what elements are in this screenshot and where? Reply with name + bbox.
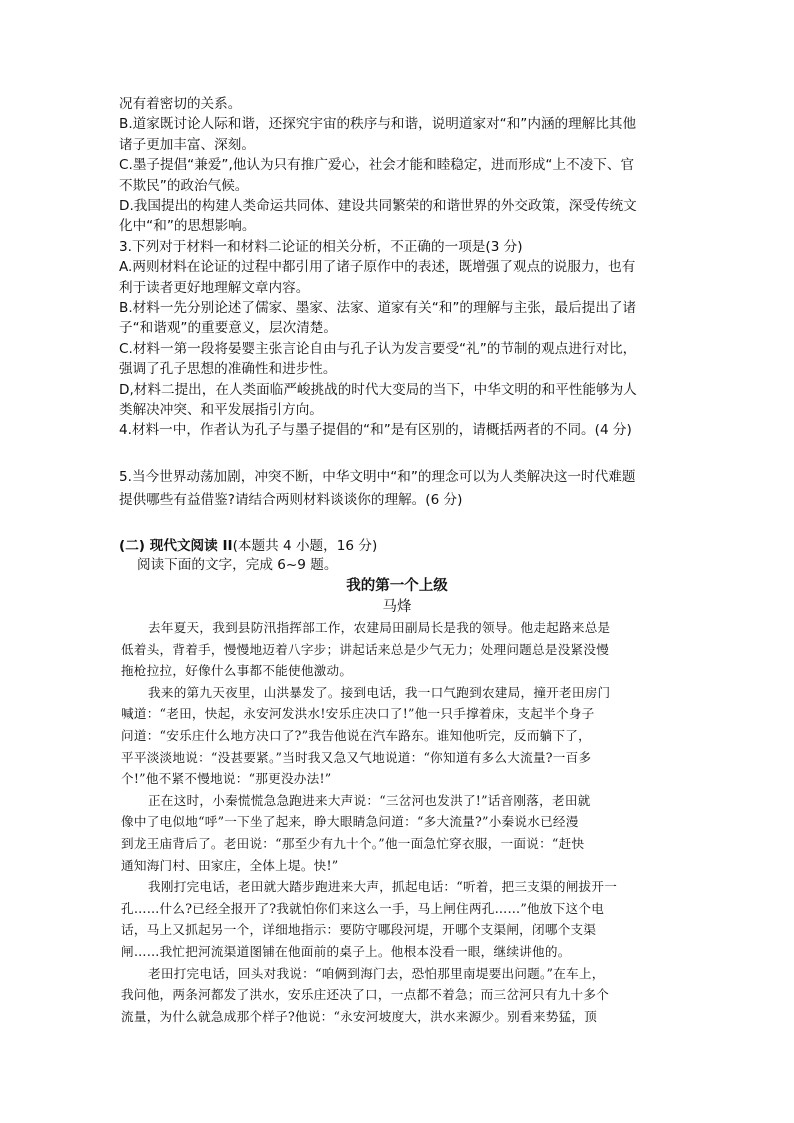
story-line: 平平淡淡地说：“没甚要紧。”当时我又急又气地说道：“你知道有多么大流量?一百多 <box>121 749 592 765</box>
text-line: C.材料一第一段将晏婴主张言论自由与孔子认为发言要受“礼”的节制的观点进行对比， <box>119 340 637 357</box>
story-line: 闸……我忙把河流渠道图铺在他面前的桌子上。他根本没看一眼，继续讲他的。 <box>121 944 571 959</box>
story-line: 到龙王庙背后了。老田说：“那至少有九十个。”他一面急忙穿衣服，一面说：“赶快 <box>121 836 585 851</box>
story-line: 个!”他不紧不慢地说：“那更没办法!” <box>121 771 332 787</box>
story-line: 孔……什么?已经全报开了?我就怕你们来这么一手，马上闸住两孔……”他放下这个电 <box>121 900 605 916</box>
text-line: D.我国提出的构建人类命运共同体、建设共同繁荣的和谐世界的外交政策，深受传统文 <box>119 198 637 214</box>
section-heading-bold: (二) 现代文阅读 II <box>119 538 233 554</box>
story-line: 正在这时，小秦慌慌急急跑进来大声说：“三岔河也发洪了!”话音刚落，老田就 <box>148 792 591 808</box>
question-5-line: 5.当今世界动荡加剧，冲突不断，中华文明中“和”的理念可以为人类解决这一时代难题 <box>119 469 636 485</box>
section-heading-rest: (本题共 4 小题，16 分) <box>232 538 378 554</box>
text-line: D,材料二提出，在人类面临严峻挑战的时代大变局的当下，中华文明的和平性能够为人 <box>119 381 637 398</box>
text-line: 4.材料一中，作者认为孔子与墨子提倡的“和”是有区别的，请概括两者的不同。(4 分) <box>119 422 632 439</box>
story-line: 老田打完电话，回头对我说：“咱俩到海门去，恐怕那里南堤要出问题。”在车上， <box>148 965 605 981</box>
question-5-line: 提供哪些有益借鉴?请结合两则材料谈谈你的理解。(6 分) <box>119 492 463 508</box>
story-line: 话，马上又抓起另一个，详细地指示：要防守哪段河堤，开哪个支渠闸，闭哪个支渠 <box>121 922 597 938</box>
story-author: 马烽 <box>382 599 412 615</box>
story-line: 去年夏天，我到县防汛指挥部工作，农建局田副局长是我的领导。他走起路来总是 <box>148 620 611 635</box>
text-line: B.道家既讨论人际和谐，还探究宇宙的秩序与和谐，说明道家对“和”内涵的理解比其他 <box>119 116 637 133</box>
text-line: 利于读者更好地理解文章内容。 <box>119 279 310 296</box>
text-line: 诸子更加丰富、深刻。 <box>119 136 255 153</box>
text-line: 不欺民”的政治气候。 <box>119 177 249 194</box>
text-line: 化中“和”的思想影响。 <box>119 218 256 235</box>
story-line: 像中了电似地“呼”一下坐了起来，睁大眼睛急问道：“多大流量?”小秦说水已经漫 <box>121 814 579 830</box>
story-line: 拖枪拉拉，好像什么事都不能使他激动。 <box>121 663 353 679</box>
story-line: 问道：“安乐庄什么地方决口了?”我告他说在汽车路东。谁知他听完，反而躺下了， <box>121 728 591 743</box>
text-line: B.材料一先分别论述了儒家、墨家、法家、道家有关“和”的理解与主张，最后提出了诸 <box>119 300 637 316</box>
text-line: A.两则材料在论证的过程中都引用了诸子原作中的表述，既增强了观点的说服力，也有 <box>119 259 636 276</box>
story-line: 通知海门村、田家庄，全体上堤。快!” <box>121 857 339 873</box>
text-line: C.墨子提倡“兼爱”,他认为只有推广爱心，社会才能和睦稳定，进而形成“上不凌下、官 <box>119 157 635 174</box>
section-heading <box>119 536 377 556</box>
story-line: 低着头，背着手，慢慢地迈着八字步；讲起话来总是少气无力；处理问题总是没紧没慢 <box>121 641 610 657</box>
story-line: 我来的第九天夜里，山洪暴发了。接到电话，我一口气跑到农建局，撞开老田房门 <box>148 684 611 700</box>
text-line: 子“和谐观”的重要意义，层次清楚。 <box>119 320 337 337</box>
story-line: 流量，为什么就急成那个样子?他说：“永安河坡度大，洪水来源少。别看来势猛，顶 <box>121 1008 598 1024</box>
story-title: 我的第一个上级 <box>346 578 448 594</box>
story-line: 我问他，两条河都发了洪水，安乐庄还决了口，一点都不着急；而三岔河只有九十多个 <box>121 987 610 1003</box>
story-line: 我刚打完电话，老田就大踏步跑进来大声，抓起电话：“听着，把三支渠的闸拔开一 <box>148 879 618 895</box>
section-instruction: 阅读下面的文字，完成 6~9 题。 <box>137 557 338 573</box>
text-line: 3.下列对于材料一和材料二论证的相关分析，不正确的一项是(3 分) <box>119 238 523 255</box>
text-line: 类解决冲突、和平发展指引方向。 <box>119 402 323 418</box>
text-line: 况有着密切的关系。 <box>119 96 242 112</box>
story-line: 喊道：“老田，快起，永安河发洪水!安乐庄决口了!”他一只手撑着床，支起半个身子 <box>121 706 595 722</box>
text-line: 强调了孔子思想的准确性和进步性。 <box>119 361 337 378</box>
